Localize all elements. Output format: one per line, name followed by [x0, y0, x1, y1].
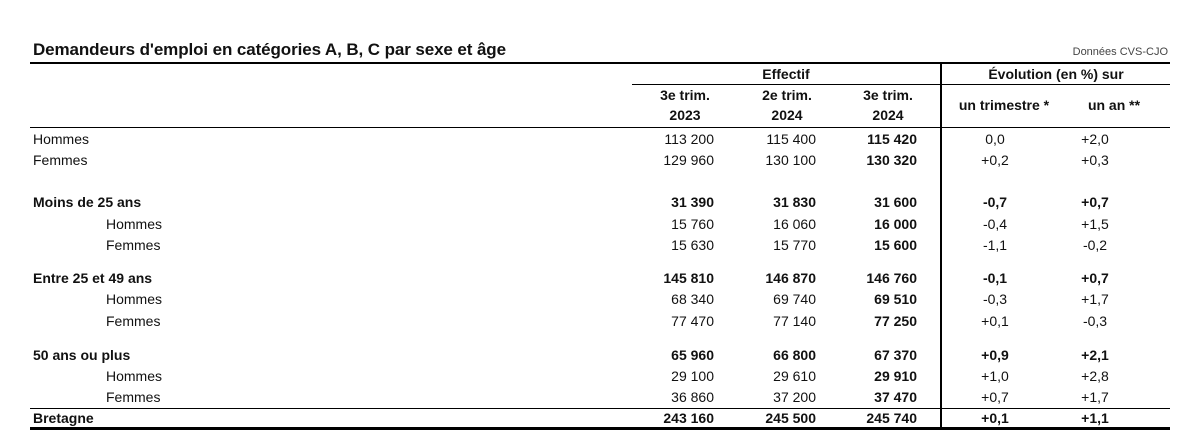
cell-value: 16 060 [773, 216, 816, 232]
cell-value: 16 000 [874, 216, 917, 232]
cell-value: 77 250 [874, 313, 917, 329]
cell-value: +1,1 [1081, 410, 1109, 426]
cell-value: +1,5 [1081, 216, 1109, 232]
cell-value: +0,9 [981, 347, 1009, 363]
table-title: Demandeurs d'emploi en catégories A, B, C par sexe et âge [33, 40, 506, 59]
header-evolution: Évolution (en %) sur [988, 66, 1124, 82]
cell-value: +1,7 [1081, 291, 1109, 307]
cell-value: 69 740 [773, 291, 816, 307]
row-label: Hommes [106, 368, 163, 384]
cell-value: +2,8 [1081, 368, 1109, 384]
header-col1-line1: 3e trim. [660, 87, 710, 103]
cell-value: 36 860 [671, 389, 714, 405]
cell-value: 15 630 [671, 237, 714, 253]
cell-value: -0,1 [982, 270, 1008, 286]
cell-value: +0,1 [981, 410, 1009, 426]
cell-value: 31 390 [671, 194, 714, 210]
cell-value: -0,4 [982, 216, 1008, 232]
cell-value: +0,7 [1081, 270, 1109, 286]
header-col1-line2: 2023 [669, 107, 701, 123]
cell-value: 129 960 [663, 152, 714, 168]
cell-value: 37 200 [773, 389, 816, 405]
column-divider [940, 62, 942, 428]
cell-value: -0,7 [982, 194, 1008, 210]
cell-value: 29 610 [773, 368, 816, 384]
row-label: Femmes [33, 152, 88, 168]
header-effectif: Effectif [762, 66, 810, 82]
header-an: un an ** [1087, 97, 1141, 113]
header-col2-line1: 2e trim. [762, 87, 812, 103]
header-col2-line2: 2024 [771, 107, 803, 123]
cell-value: 243 160 [663, 410, 714, 426]
cell-value: +0,2 [981, 152, 1009, 168]
cell-value: -0,3 [1082, 313, 1108, 329]
cell-value: 37 470 [874, 389, 917, 405]
header-col3-line2: 2024 [872, 107, 904, 123]
cell-value: 15 600 [874, 237, 917, 253]
cell-value: 146 760 [866, 270, 917, 286]
cell-value: 31 830 [773, 194, 816, 210]
row-label: Hommes [106, 216, 163, 232]
cell-value: 130 320 [866, 152, 917, 168]
row-label: 50 ans ou plus [33, 347, 131, 363]
row-label: Femmes [106, 389, 161, 405]
cell-value: 245 740 [866, 410, 917, 426]
cell-value: 29 910 [874, 368, 917, 384]
cell-value: 69 510 [874, 291, 917, 307]
header-bottom-rule [30, 127, 1170, 128]
cell-value: 15 760 [671, 216, 714, 232]
cell-value: 146 870 [765, 270, 816, 286]
cell-value: 65 960 [671, 347, 714, 363]
cell-value: +2,1 [1081, 347, 1109, 363]
row-label: Femmes [106, 237, 161, 253]
cell-value: 31 600 [874, 194, 917, 210]
cell-value: 115 400 [766, 131, 816, 147]
row-label: Moins de 25 ans [33, 194, 142, 210]
cell-value: +1,7 [1081, 389, 1109, 405]
header-col3-line1: 3e trim. [863, 87, 913, 103]
cell-value: 67 370 [874, 347, 917, 363]
cell-value: +0,3 [1081, 152, 1109, 168]
cell-value: 115 420 [867, 131, 917, 147]
cell-value: -1,1 [982, 237, 1008, 253]
cell-value: +1,0 [981, 368, 1009, 384]
cell-value: +0,7 [1081, 194, 1109, 210]
cell-value: 77 140 [773, 313, 816, 329]
row-label: Hommes [106, 291, 163, 307]
cell-value: 77 470 [671, 313, 714, 329]
row-label: Entre 25 et 49 ans [33, 270, 153, 286]
cell-value: 68 340 [671, 291, 714, 307]
cell-value: 245 500 [765, 410, 816, 426]
cell-value: +0,7 [981, 389, 1009, 405]
cell-value: +0,1 [981, 313, 1009, 329]
cell-value: 0,0 [985, 131, 1005, 147]
header-trimestre: un trimestre * [958, 97, 1050, 113]
total-row-label: Bretagne [33, 410, 94, 426]
row-label: Hommes [33, 131, 90, 147]
data-source-note: Données CVS-CJO [1072, 46, 1168, 58]
top-rule [30, 62, 1170, 64]
cell-value: -0,2 [1082, 237, 1108, 253]
cell-value: +2,0 [1081, 131, 1109, 147]
cell-value: -0,3 [982, 291, 1008, 307]
bottom-rule [30, 427, 1170, 430]
cell-value: 29 100 [671, 368, 714, 384]
cell-value: 66 800 [773, 347, 816, 363]
total-top-rule [30, 408, 1170, 409]
cell-value: 145 810 [663, 270, 714, 286]
cell-value: 113 200 [664, 131, 714, 147]
row-label: Femmes [106, 313, 161, 329]
cell-value: 15 770 [773, 237, 816, 253]
header-split-rule [632, 84, 1170, 85]
cell-value: 130 100 [765, 152, 816, 168]
